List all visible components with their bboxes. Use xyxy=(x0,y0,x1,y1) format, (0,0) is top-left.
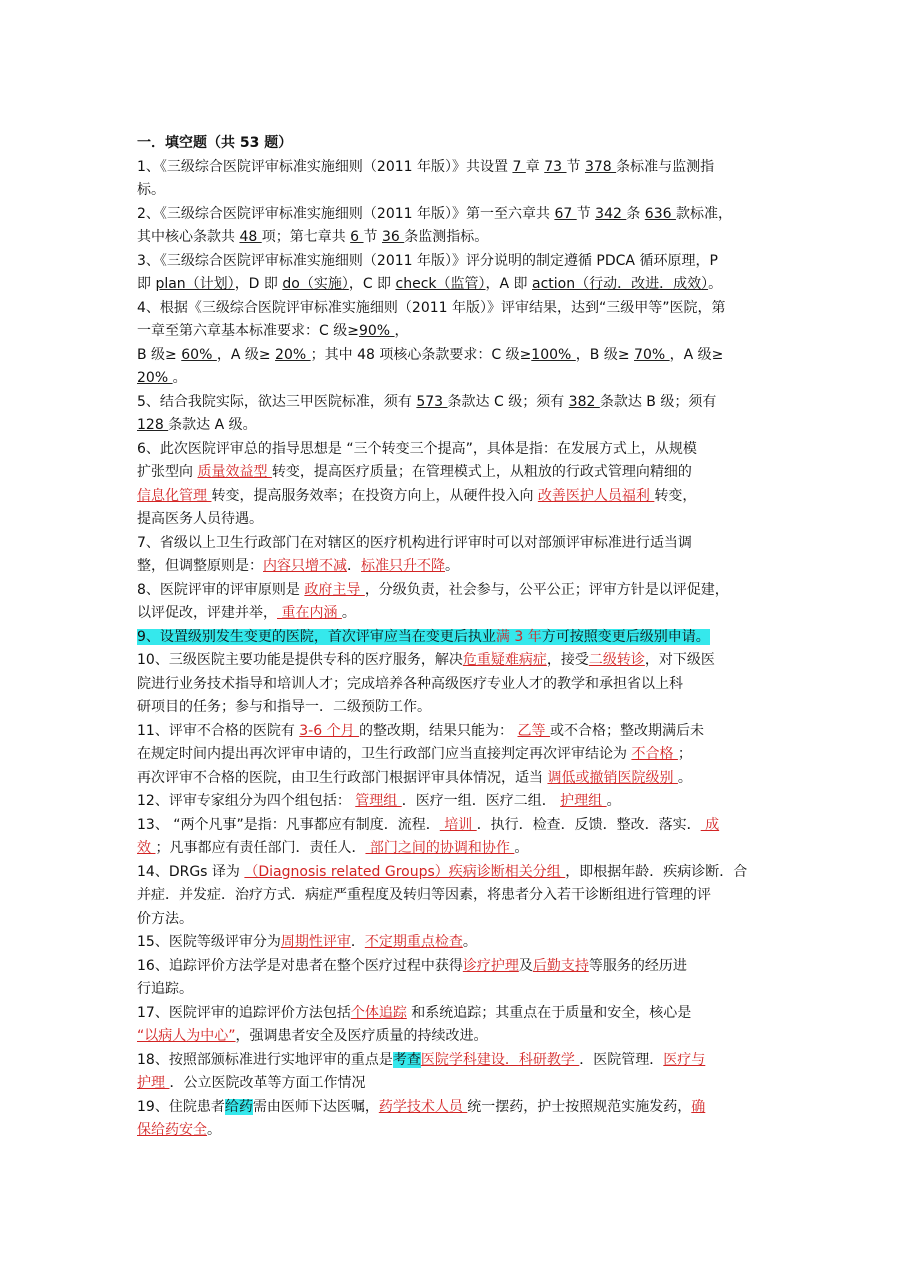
text-line xyxy=(137,978,775,1002)
text-span: ；凡事都应有责任部门．责任人． xyxy=(155,840,366,856)
answer-text: 不合格 xyxy=(631,746,678,762)
text-line xyxy=(137,955,775,979)
text-span: 扩张型向 xyxy=(137,464,198,480)
text-line xyxy=(137,861,775,885)
text-span: 12、评审专家组分为四个组包括： xyxy=(137,793,356,809)
text-span: ，D 即 xyxy=(234,276,283,292)
answer-text: 政府主导 xyxy=(304,581,365,598)
answer-text: 质量效益型 xyxy=(197,464,272,480)
text-line xyxy=(137,649,775,673)
text-span: 再次评审不合格的医院，由卫生行政部门根据评审具体情况，适当 xyxy=(137,769,548,786)
text-span: ．执行．检查．反馈．整改．落实． xyxy=(476,816,701,833)
text-line xyxy=(137,579,775,603)
text-span: ， xyxy=(394,323,409,339)
answer-blank: 7 xyxy=(512,158,526,175)
answer-blank: 20% xyxy=(275,346,311,363)
text-span: 等服务的经历进 xyxy=(588,957,687,974)
answer-blank: 100% xyxy=(531,346,576,363)
text-span: 。 xyxy=(341,605,356,621)
text-line xyxy=(137,226,775,250)
text-span: 5、结合我院实际，欲达三甲医院标准，须有 xyxy=(137,393,417,410)
answer-text: 内容只增不减 xyxy=(263,558,347,574)
text-span: 13、 “两个凡事”是指：凡事都应有制度．流程． xyxy=(137,816,440,833)
answer-text: 保给药安全 xyxy=(137,1122,207,1138)
text-span: 条 xyxy=(626,205,645,222)
text-span: B 级≥ xyxy=(137,346,182,363)
text-span: ；其中 48 项核心条款要求：C 级≥ xyxy=(310,346,532,363)
question-item xyxy=(137,250,775,297)
answer-blank: 90% xyxy=(358,323,395,339)
text-span: 节 xyxy=(566,158,585,175)
answer-text: 个体追踪 xyxy=(350,1004,407,1021)
highlighted-text: 9、 xyxy=(137,628,160,645)
text-span: 研项目的任务；参与和指导一．二级预防工作。 xyxy=(137,699,431,715)
answer-blank: 20% xyxy=(137,370,173,386)
question-item xyxy=(137,861,775,932)
answer-text: 培训 xyxy=(439,816,477,833)
text-span: 10、三级医院主要功能是提供专科的医疗服务，解决 xyxy=(137,652,463,668)
text-span: 转变，提高医疗质量；在管理模式上，从粗放的行政式管理向精细的 xyxy=(271,464,692,480)
text-span: 。 xyxy=(677,769,692,786)
text-span: 条标准与监测指 xyxy=(616,158,715,175)
text-span: ，B 级≥ xyxy=(575,346,635,363)
answer-text: 3-6 个月 xyxy=(299,722,360,739)
text-line xyxy=(137,203,775,227)
text-span: 款标准， xyxy=(675,205,732,222)
text-line xyxy=(137,273,775,297)
text-span: 2、《三级综合医院评审标准实施细则（2011 年版）》第一至六章共 xyxy=(137,205,555,222)
text-line xyxy=(137,438,775,462)
text-span: 11、评审不合格的医院有 xyxy=(137,722,300,739)
text-span: 条款达 A 级。 xyxy=(168,417,257,433)
text-span: 的整改期，结果只能为： xyxy=(359,722,518,739)
question-item xyxy=(137,297,775,391)
answer-blank: 67 xyxy=(554,205,577,222)
text-span: 需由医师下达医嘱， xyxy=(252,1098,379,1115)
text-span: 。 xyxy=(172,370,187,386)
highlighted-text: 方可按照变更后级别申请。 xyxy=(541,628,710,645)
answer-text: 成 xyxy=(700,816,720,833)
answer-blank: plan（计划） xyxy=(155,276,235,292)
text-span: 19、住院患者 xyxy=(137,1098,225,1115)
text-line xyxy=(137,790,775,814)
highlighted-text: 考查 xyxy=(392,1051,421,1068)
section-title: 一．填空题（共 53 题） xyxy=(137,135,293,151)
text-span: 价方法。 xyxy=(137,910,193,927)
highlighted-text: 满 3 年 xyxy=(495,628,542,645)
text-span: ，强调患者安全及医疗质量的持续改进。 xyxy=(235,1028,488,1044)
text-line xyxy=(137,1072,775,1096)
text-line xyxy=(137,767,775,791)
highlighted-text: 设置级别发生变更的医院，首次评审应当在变更后执业 xyxy=(159,628,496,645)
question-item xyxy=(137,790,775,814)
answer-blank: 36 xyxy=(381,229,405,245)
text-span: 。 xyxy=(606,793,621,809)
question-item xyxy=(137,931,775,955)
text-line xyxy=(137,485,775,509)
text-line xyxy=(137,1119,775,1143)
text-span: ，即根据年龄．疾病诊断．合 xyxy=(565,863,748,880)
answer-text: 医疗与 xyxy=(663,1051,706,1068)
text-span: 6、此次医院评审总的指导思想是 “三个转变三个提高”，具体是指：在发展方式上，从规模 xyxy=(137,440,697,457)
text-span: 。 xyxy=(462,934,477,950)
answer-blank: 48 xyxy=(239,229,262,245)
answer-blank: check（监管） xyxy=(395,276,486,292)
text-span: ． xyxy=(347,558,361,574)
answer-text: 周期性评审 xyxy=(280,934,351,950)
answer-text: 后勤支持 xyxy=(532,957,589,974)
question-item xyxy=(137,626,775,650)
text-line xyxy=(137,626,775,650)
question-item xyxy=(137,1002,775,1049)
answer-blank: 128 xyxy=(137,417,169,433)
highlighted-text: 给药 xyxy=(224,1098,253,1115)
answer-text: （Diagnosis related Groups）疾病诊断相关分组 xyxy=(244,863,566,880)
answer-blank: action（行动．改进．成效） xyxy=(532,276,709,292)
question-item xyxy=(137,814,775,861)
text-span: 。 xyxy=(708,276,723,292)
text-span: 转变，提高服务效率；在投资方向上，从硬件投入向 xyxy=(211,487,538,504)
text-span: 14、DRGs 译为 xyxy=(137,863,245,880)
text-span: ，A 级≥ xyxy=(669,346,724,363)
answer-text: 重在内涵 xyxy=(277,605,342,621)
text-line xyxy=(137,908,775,932)
text-span: ，对下级医 xyxy=(644,652,715,668)
text-span: ．医院管理． xyxy=(579,1051,664,1068)
answer-text: 乙等 xyxy=(517,722,550,739)
text-line xyxy=(137,1002,775,1026)
text-span: 即 xyxy=(137,276,156,292)
text-span: ．医疗一组．医疗二组． xyxy=(401,793,561,809)
text-span: ． xyxy=(350,934,365,950)
text-line xyxy=(137,696,775,720)
text-span: ，A 即 xyxy=(485,276,532,292)
text-line xyxy=(137,837,775,861)
answer-text: 调低或撤销医院级别 xyxy=(547,769,678,786)
text-line xyxy=(137,884,775,908)
text-span: 条款达 B 级；须有 xyxy=(599,393,717,410)
text-span: 17、医院评审的追踪评价方法包括 xyxy=(137,1004,351,1021)
text-span: 条款达 C 级；须有 xyxy=(447,393,569,410)
text-span: 转变， xyxy=(654,487,697,504)
answer-blank: 70% xyxy=(634,346,670,363)
text-span: 4、根据《三级综合医院评审标准实施细则（2011 年版）》评审结果，达到“三级甲等”医院，第 xyxy=(137,299,726,316)
question-item xyxy=(137,649,775,720)
text-line xyxy=(137,814,775,838)
text-span: 和系统追踪；其重点在于质量和安全，核心是 xyxy=(406,1004,692,1021)
text-span: 8、医院评审的评审原则是 xyxy=(137,581,305,598)
text-span: 3、《三级综合医院评审标准实施细则（2011 年版）》评分说明的制定遵循 PDCA 循环原理，P xyxy=(137,252,718,269)
text-span: 提高医务人员待遇。 xyxy=(137,511,263,527)
text-span: 16、追踪评价方法学是对患者在整个医疗过程中获得 xyxy=(137,957,463,974)
text-line xyxy=(137,1049,775,1073)
text-span: 7、省级以上卫生行政部门在对辖区的医疗机构进行评审时可以对部颁评审标准进行适当调 xyxy=(137,534,692,551)
text-span: 行追踪。 xyxy=(137,981,193,997)
text-line xyxy=(137,414,775,438)
text-span: 统一摆药，护士按照规范实施发药， xyxy=(467,1098,692,1115)
text-span: 院进行业务技术指导和培训人才；完成培养各种高级医疗专业人才的教学和承担省以上科 xyxy=(137,675,683,692)
text-line xyxy=(137,156,775,180)
text-line xyxy=(137,367,775,391)
question-item xyxy=(137,156,775,203)
text-line xyxy=(137,297,775,321)
text-span: 或不合格；整改期满后未 xyxy=(549,722,704,739)
text-span: 节 xyxy=(576,205,596,222)
text-span: 1、《三级综合医院评审标准实施细则（2011 年版）》共设置 xyxy=(137,158,513,175)
answer-blank: 342 xyxy=(595,205,627,222)
answer-text: 危重疑难病症 xyxy=(462,652,547,668)
text-span: ，A 级≥ xyxy=(216,346,276,363)
question-item xyxy=(137,579,775,626)
text-span: 项；第七章共 xyxy=(261,229,351,245)
text-line xyxy=(137,555,775,579)
answer-text: 标准只升不降 xyxy=(361,558,445,574)
answer-blank: do（实施） xyxy=(282,276,349,292)
answer-text: 不定期重点检查 xyxy=(364,934,463,950)
question-item xyxy=(137,391,775,438)
answer-text: 管理组 xyxy=(355,793,402,809)
text-span: 以评促改，评建并举， xyxy=(137,605,277,621)
text-span: ，分级负责，社会参与，公平公正；评审方针是以评促建， xyxy=(364,581,729,598)
text-line xyxy=(137,508,775,532)
text-span: 在规定时间内提出再次评审申请的，卫生行政部门应当直接判定再次评审结论为 xyxy=(137,746,632,762)
text-span: 。 xyxy=(514,840,529,856)
text-span: 整，但调整原则是： xyxy=(137,558,263,574)
answer-text: 信息化管理 xyxy=(137,487,212,504)
text-line xyxy=(137,250,775,274)
text-span: 一章至第六章基本标准要求：C 级≥ xyxy=(137,323,359,339)
answer-text: 部门之间的协调和协作 xyxy=(365,840,515,856)
text-span: 15、医院等级评审分为 xyxy=(137,934,281,950)
text-span: ，接受 xyxy=(546,652,589,668)
text-span: 其中核心条款共 xyxy=(137,229,240,245)
answer-blank: 60% xyxy=(181,346,217,363)
answer-text: 护理组 xyxy=(560,793,607,809)
document-page xyxy=(137,132,775,1143)
question-list xyxy=(137,156,775,1143)
text-span: 18、按照部颁标准进行实地评审的重点是 xyxy=(137,1051,393,1068)
question-item xyxy=(137,203,775,250)
text-line xyxy=(137,931,775,955)
question-item xyxy=(137,1049,775,1096)
text-span: ； xyxy=(677,746,692,762)
text-span: 节 xyxy=(363,229,382,245)
text-span: 条监测指标。 xyxy=(404,229,489,245)
answer-text: 药学技术人员 xyxy=(378,1098,468,1115)
text-span: 并症．并发症．治疗方式．病症严重程度及转归等因素，将患者分入若干诊断组进行管理的评 xyxy=(137,887,711,903)
question-item xyxy=(137,1096,775,1143)
answer-blank: 636 xyxy=(644,205,676,222)
text-line xyxy=(137,344,775,368)
answer-blank: 6 xyxy=(350,229,364,245)
question-item xyxy=(137,438,775,532)
text-line xyxy=(137,532,775,556)
text-line xyxy=(137,461,775,485)
text-span: 章 xyxy=(525,158,545,175)
answer-text: 护理 xyxy=(137,1075,170,1091)
answer-text: 医院学科建设．科研教学 xyxy=(420,1051,580,1068)
answer-blank: 378 xyxy=(584,158,617,175)
answer-text: 诊疗护理 xyxy=(462,957,519,974)
question-item xyxy=(137,532,775,579)
text-span: ．公立医院改革等方面工作情况 xyxy=(169,1075,366,1091)
text-line xyxy=(137,320,775,344)
text-span: 及 xyxy=(518,957,533,974)
question-item xyxy=(137,720,775,791)
text-span: 。 xyxy=(207,1122,221,1138)
answer-text: 效 xyxy=(137,840,156,856)
answer-text: “以病人为中心” xyxy=(137,1028,236,1044)
answer-text: 二级转诊 xyxy=(588,652,645,668)
text-span: ，C 即 xyxy=(348,276,396,292)
text-span: 。 xyxy=(445,558,459,574)
answer-text: 改善医护人员福利 xyxy=(537,487,655,504)
answer-text: 确 xyxy=(691,1098,706,1115)
answer-blank: 73 xyxy=(544,158,567,175)
text-line xyxy=(137,743,775,767)
text-span: 标。 xyxy=(137,182,165,198)
text-line xyxy=(137,602,775,626)
text-line xyxy=(137,391,775,415)
text-line xyxy=(137,720,775,744)
answer-blank: 382 xyxy=(568,393,600,410)
answer-blank: 573 xyxy=(416,393,448,410)
text-line xyxy=(137,179,775,203)
text-line xyxy=(137,1025,775,1049)
text-line xyxy=(137,673,775,697)
question-item xyxy=(137,955,775,1002)
text-line xyxy=(137,1096,775,1120)
